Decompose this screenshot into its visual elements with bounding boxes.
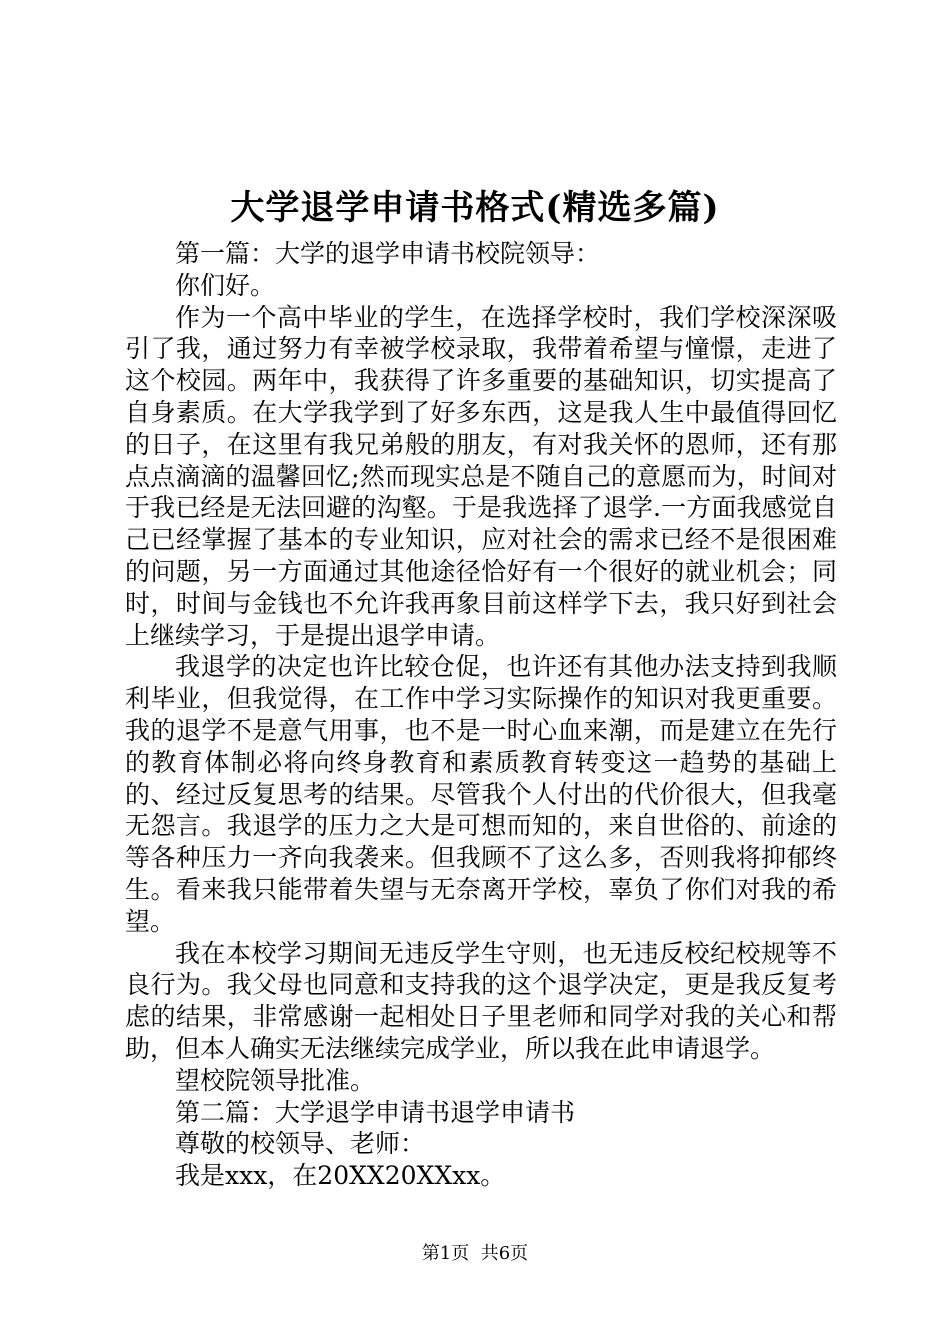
paragraph-5: 我在本校学习期间无违反学生守则，也无违反校纪校规等不良行为。我父母也同意和支持我的这个退学决定，更是我反复考虑的结果，非常感谢一起相处日子里老师和同学对我的关心和帮助，但本人确实无法继续完成学业，所以我在此申请退学。: [125, 938, 837, 1063]
paragraph-9: 我是xxx，在20XX20XXxx。: [175, 1161, 506, 1191]
page-number: 第1页: [421, 1243, 470, 1264]
paragraph-3: 作为一个高中毕业的学生，在选择学校时，我们学校深深吸引了我，通过努力有幸被学校录取，我带着希望与憧憬，走进了这个校园。两年中，我获得了许多重要的基础知识，切实提高了自身素质。在大学我学到了好多东西，这是我人生中最值得回忆的日子，在这里有我兄弟般的朋友，有对我关怀的恩师，还有那点点滴滴的温馨回忆;然而现实总是不随自己的意愿而为，时间对于我已经是无法回避的沟壑。于是我选择了退学.一方面我感觉自己已经掌握了基本的专业知识，应对社会的需求已经不是很困难的问题，另一方面通过其他途径恰好有一个很好的就业机会；同时，时间与金钱也不允许我再象目前这样学下去，我只好到社会上继续学习，于是提出退学申请。: [125, 302, 837, 650]
page-footer: [0, 1242, 950, 1266]
paragraph-6: 望校院领导批准。: [175, 1065, 376, 1095]
document-body: [125, 238, 837, 1192]
page-total: 共6页: [480, 1243, 529, 1264]
paragraph-7: 第二篇：大学退学申请书退学申请书: [175, 1097, 576, 1127]
paragraph-8: 尊敬的校领导、老师：: [175, 1129, 426, 1159]
paragraph-4: 我退学的决定也许比较仓促，也许还有其他办法支持到我顺利毕业，但我觉得，在工作中学习实际操作的知识对我更重要。我的退学不是意气用事，也不是一时心血来潮，而是建立在先行的教育体制必将向终身教育和素质教育转变这一趋势的基础上的、经过反复思考的结果。尽管我个人付出的代价很大，但我毫无怨言。我退学的压力之大是可想而知的，来自世俗的、前途的等各种压力一齐向我袭来。但我顾不了这么多，否则我将抑郁终生。看来我只能带着失望与无奈离开学校，辜负了你们对我的希望。: [125, 652, 837, 936]
paragraph-2: 你们好。: [175, 270, 276, 300]
paragraph-1: 第一篇：大学的退学申请书校院领导：: [175, 239, 601, 268]
document-title: 大学退学申请书格式(精选多篇): [230, 188, 720, 228]
